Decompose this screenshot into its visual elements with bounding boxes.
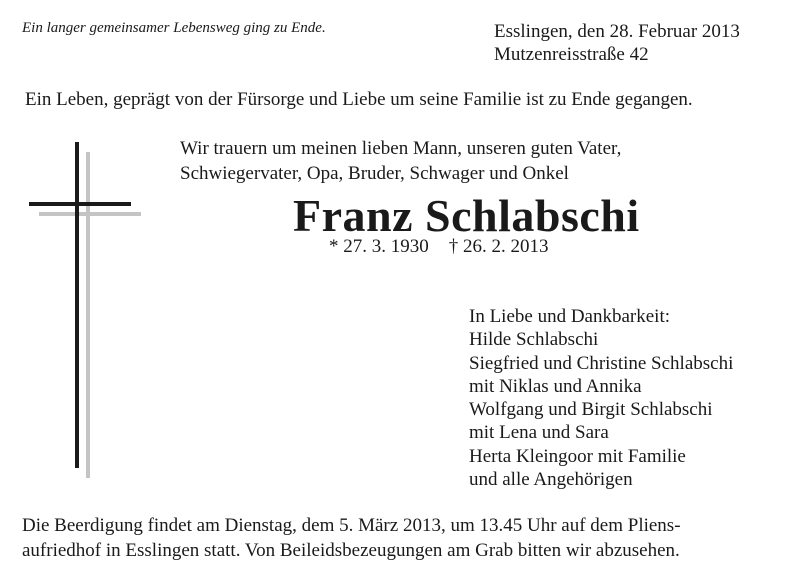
cross-vertical <box>75 142 79 468</box>
birth-date: * 27. 3. 1930 <box>329 236 429 257</box>
cross-shadow-vertical <box>86 152 90 478</box>
family-line: mit Niklas und Annika <box>469 375 642 397</box>
mourning-line: Schwiegervater, Opa, Bruder, Schwager und Onkel <box>180 163 569 184</box>
family-line: In Liebe und Dankbarkeit: <box>469 306 671 327</box>
family-signature <box>469 305 733 491</box>
cross-shadow-horizontal <box>39 212 141 216</box>
place-date-block <box>494 20 740 66</box>
mourning-line: Wir trauern um meinen lieben Mann, unseren guten Vater, <box>180 138 622 159</box>
funeral-notice <box>22 513 681 563</box>
motto: Ein langer gemeinsamer Lebensweg ging zu Ende. <box>22 20 326 36</box>
place-date: Esslingen, den 28. Februar 2013 <box>494 21 740 42</box>
lead-sentence: Ein Leben, geprägt von der Fürsorge und Liebe um seine Familie ist zu Ende gegangen. <box>25 89 693 110</box>
family-line: Hilde Schlabschi <box>469 329 599 351</box>
cross-icon <box>20 136 150 486</box>
cross-horizontal <box>29 202 131 206</box>
funeral-line: Die Beerdigung findet am Dienstag, dem 5. März 2013, um 13.45 Uhr auf dem Pliens- <box>22 515 681 536</box>
family-line: mit Lena und Sara <box>469 422 609 444</box>
life-dates <box>329 236 549 258</box>
address: Mutzenreisstraße 42 <box>494 44 649 65</box>
funeral-line: aufriedhof in Esslingen statt. Von Beileidsbezeugungen am Grab bitten wir abzusehen. <box>22 540 680 561</box>
family-line: Siegfried und Christine Schlabschi <box>469 352 734 374</box>
death-date: † 26. 2. 2013 <box>448 236 549 257</box>
family-line: Wolfgang und Birgit Schlabschi <box>469 399 713 421</box>
family-line: Herta Kleingoor mit Familie <box>469 445 686 467</box>
deceased-name: Franz Schlabschi <box>293 190 640 241</box>
mourning-text <box>180 136 621 186</box>
family-line: und alle Angehörigen <box>469 469 633 491</box>
